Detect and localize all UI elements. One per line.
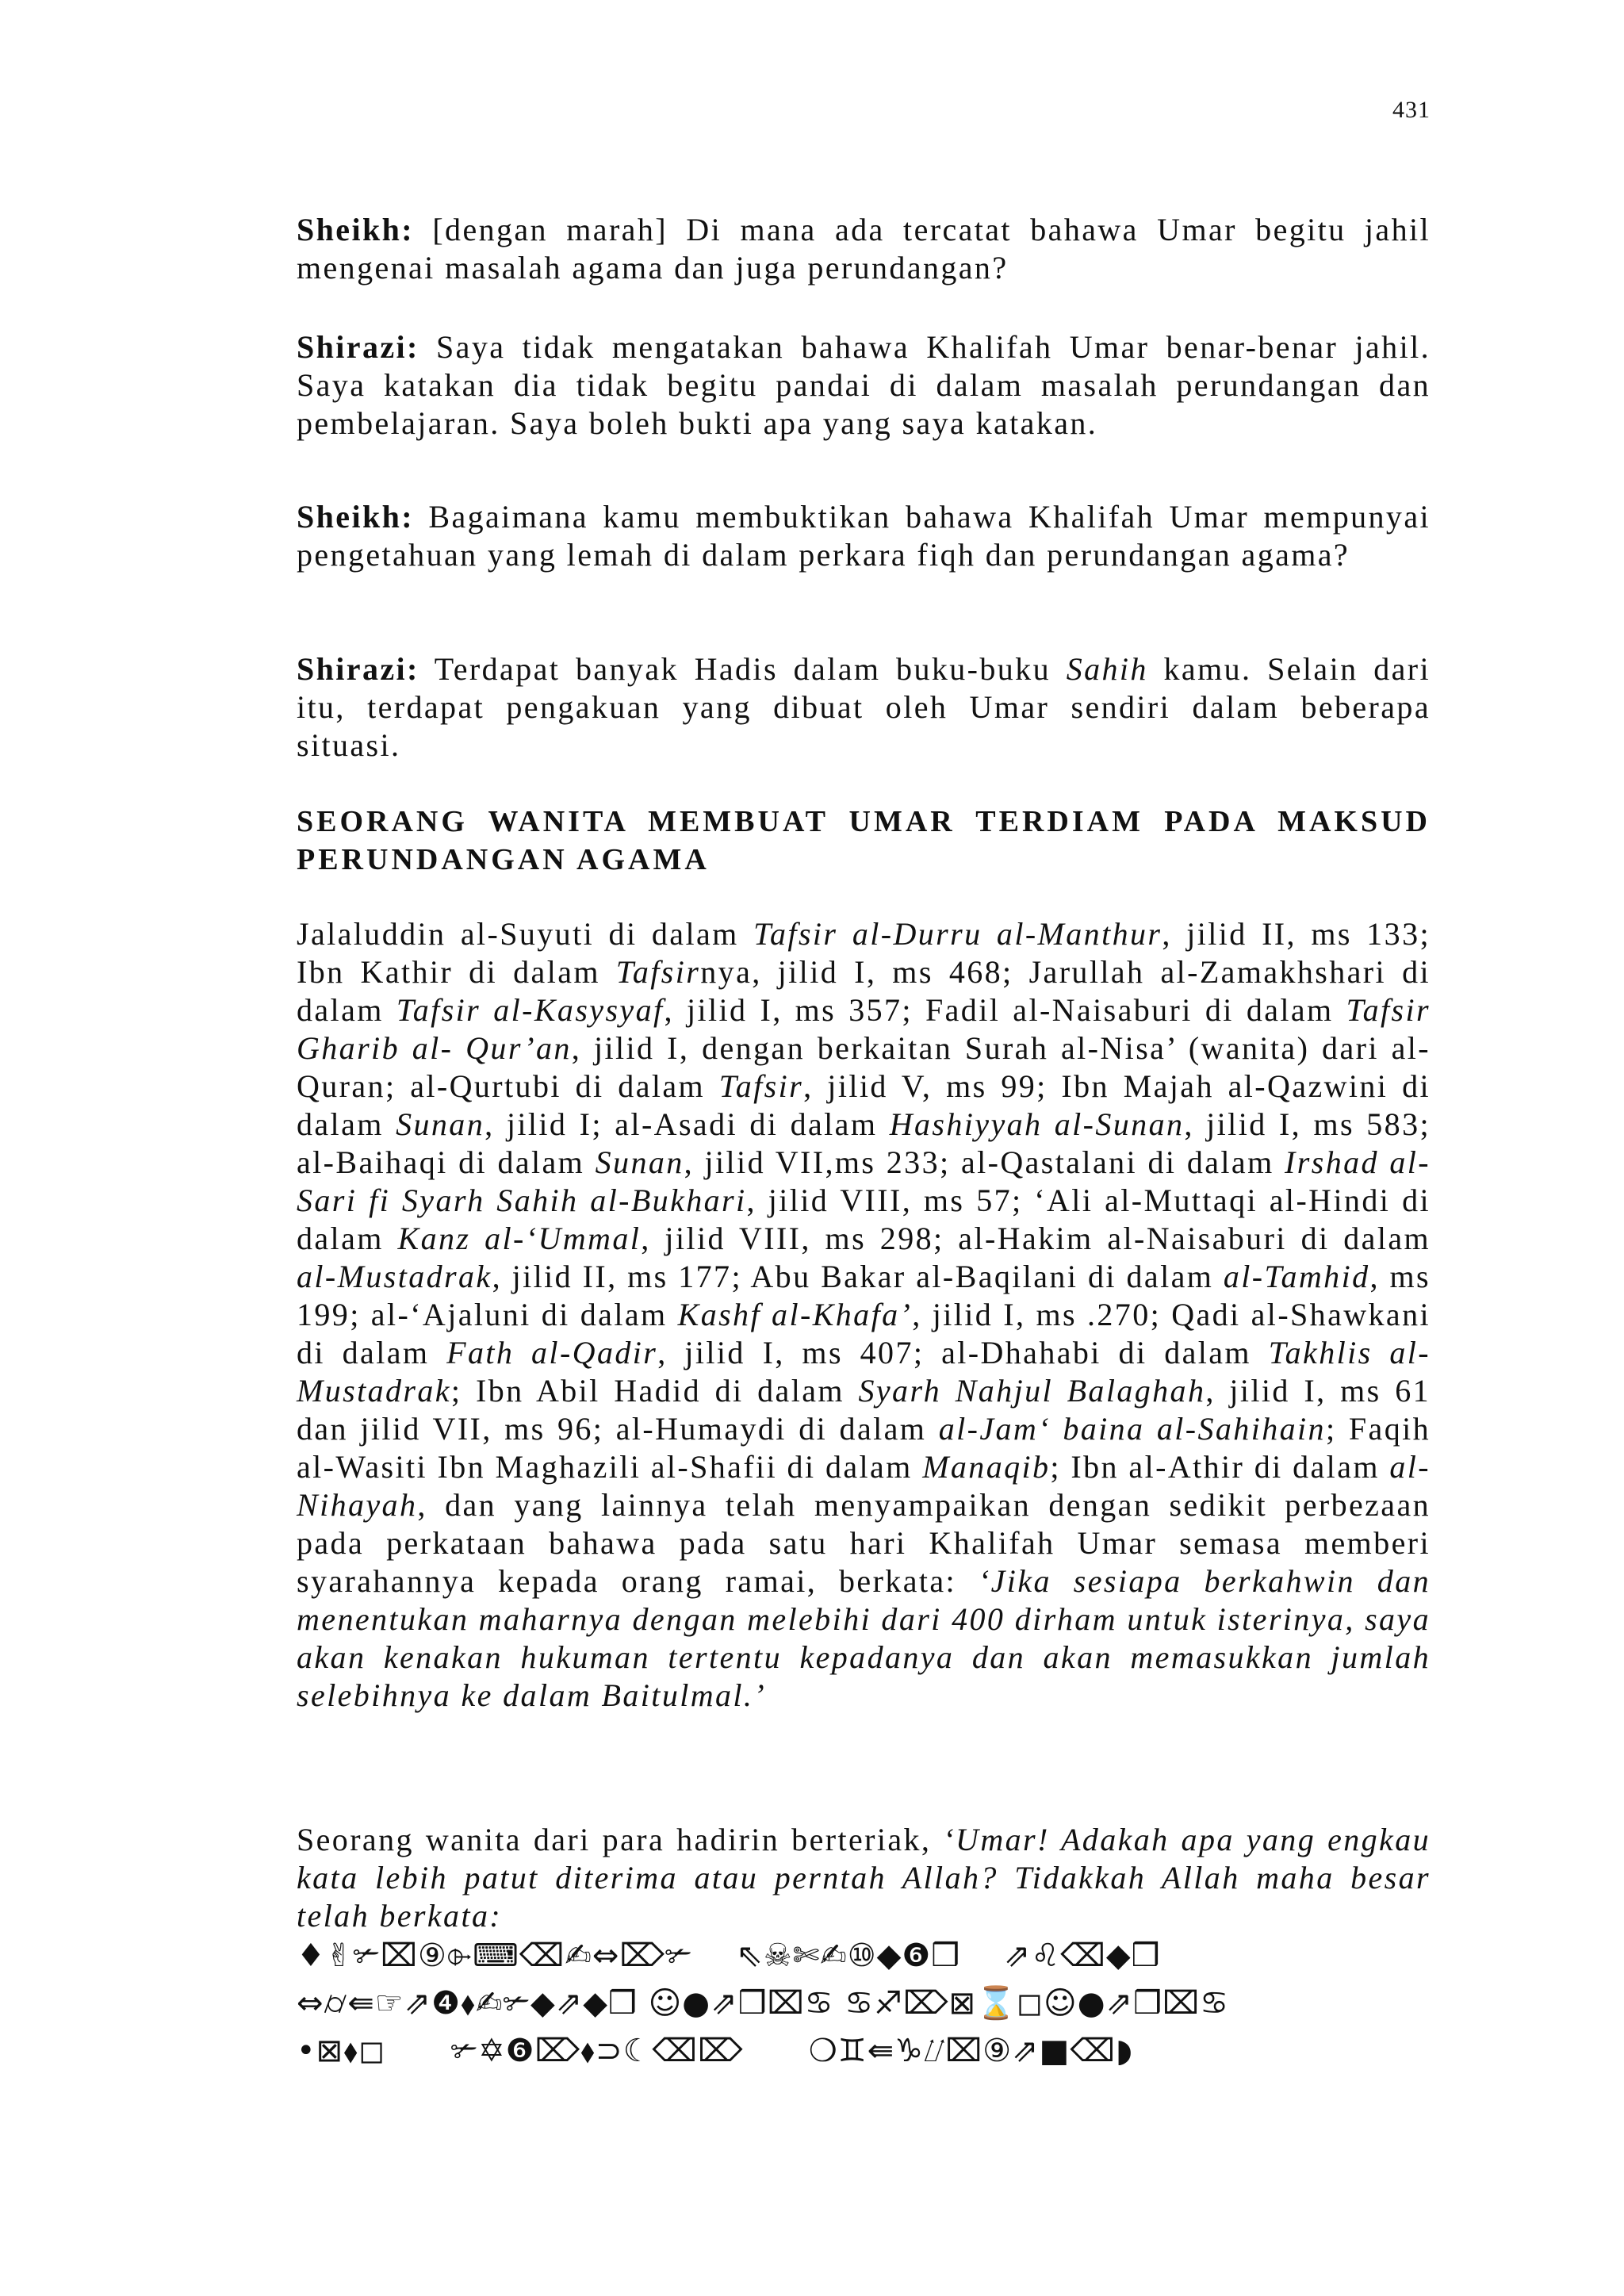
reference-text: , jilid I; al-Asadi di dalam (485, 1106, 890, 1142)
reference-text: , jilid I, ms 407; al-Dhahabi di dalam (657, 1335, 1269, 1370)
section-heading: SEORANG WANITA MEMBUAT UMAR TERDIAM PADA MAKSUD PERUNDANGAN AGAMA (297, 805, 1431, 876)
reference-text: nya, jilid I, ms 468; Jarullah al-Zamakhshari di dalam (297, 954, 1431, 1028)
reference-title: al-Jam‘ baina al-Sahihain (938, 1411, 1326, 1447)
reference-title: Sunan (396, 1106, 485, 1142)
reference-text: , dan yang lainnya telah menyampaikan dengan sedikit perbezaan pada perkataan bahawa pada satu hari Khalifah Umar semasa memberi syarahannya kepada orang ramai, berkata: (297, 1487, 1431, 1599)
reference-title: Hashiyyah al-Sunan (889, 1106, 1185, 1142)
reference-text: ; Ibn Abil Hadid di dalam (450, 1373, 859, 1409)
reference-title: al-Mustadrak (297, 1259, 492, 1294)
reference-title: Sunan (595, 1144, 684, 1180)
closing-paragraph (297, 1821, 1431, 1935)
reference-text: , jilid I, ms 583; al-Baihaqi di dalam (297, 1106, 1431, 1180)
dialogue-sheikh-1 (297, 211, 1431, 287)
dialogue-shirazi-1 (297, 328, 1431, 443)
speaker-label: Sheikh: (297, 212, 414, 247)
speaker-label: Shirazi: (297, 329, 419, 365)
reference-text: , jilid I, dengan berkaitan Surah al-Nisa’ (wanita) dari al-Quran; al-Qurtubi di dalam (297, 1030, 1431, 1104)
reference-text: , jilid VIII, ms 298; al-Hakim al-Naisaburi di dalam (641, 1221, 1431, 1256)
dialogue-text: Saya tidak mengatakan bahawa Khalifah Umar benar-benar jahil. Saya katakan dia tidak begitu pandai di dalam masalah perundangan dan pembelajaran. Saya boleh bukti apa yang saya katakan. (297, 329, 1431, 441)
reference-text: , jilid I, ms .270; Qadi al-Shawkani di dalam (297, 1297, 1431, 1370)
dialogue-text: kamu. Selain dari itu, terdapat pengakuan yang dibuat oleh Umar sendiri dalam beberapa situasi. (297, 651, 1431, 763)
quranic-verse-glyph-line-1: ♦✌✃⌧⑨⌱⌨⌫✍⇔⌦✃ ⇖☠✄✍⑩◆❻❒ ⇗♌⌫◆❒ (297, 1938, 1161, 1974)
closing-quote: ‘Umar! Adakah apa yang engkau kata lebih patut diterima atau perntah Allah? Tidakkah Allah maha besar telah berkata: (297, 1822, 1431, 1934)
reference-text: , jilid VIII, ms 57; ‘Ali al-Muttaqi al-Hindi di dalam (297, 1182, 1431, 1256)
reference-text: , jilid I, ms 357; Fadil al-Naisaburi di dalam (664, 992, 1346, 1028)
reference-title: al-Tamhid (1223, 1259, 1370, 1294)
dialogue-text: [dengan marah] Di mana ada tercatat bahawa Umar begitu jahil mengenai masalah agama dan juga perundangan? (297, 212, 1431, 286)
reference-title: Tafsir (615, 954, 701, 990)
reference-text: , jilid II, ms 177; Abu Bakar al-Baqilani di dalam (492, 1259, 1224, 1294)
reference-text: , jilid V, ms 99; Ibn Majah al-Qazwini di dalam (297, 1068, 1431, 1142)
reference-title: Tafsir al-Durru al-Manthur (753, 916, 1162, 952)
dialogue-text: Terdapat banyak Hadis dalam buku-buku (419, 651, 1067, 687)
closing-text: Seorang wanita dari para hadirin berteriak, (297, 1822, 944, 1857)
quranic-verse-glyph-line-2: ⇔⌭⇚☞⇗❹⬧✍✃◆⇗◆❒ ☺●⇗❒⌧♋ ♋♐⌦⊠⌛◻☺●⇗❒⌧♋ (297, 1985, 1229, 2022)
reference-title: Fath al-Qadir (446, 1335, 658, 1370)
reference-text: Jalaluddin al-Suyuti di dalam (297, 916, 754, 952)
speaker-label: Sheikh: (297, 499, 414, 535)
quranic-verse-glyph-line-3: •⊠⬧◻ ✃✡❻⌦⬧⊃☾⌫⌦ ❍♊⇚♑⌰⌧⑨⇗■⌫◗ (297, 2033, 1133, 2069)
reference-text: , jilid I, ms 61 dan jilid VII, ms 96; al-Humaydi di dalam (297, 1373, 1431, 1447)
reference-title: Kanz al-‘Ummal (397, 1221, 642, 1256)
reference-title: Irshad al-Sari fi Syarh Sahih al-Bukhari (297, 1144, 1431, 1218)
page-number: 431 (1392, 97, 1431, 123)
reference-title: Tafsir (718, 1068, 804, 1104)
references-paragraph (297, 915, 1431, 1715)
speaker-label: Shirazi: (297, 651, 419, 687)
dialogue-sheikh-2 (297, 498, 1431, 574)
reference-text: ; Faqih al-Wasiti Ibn Maghazili al-Shafii di dalam (297, 1411, 1431, 1485)
reference-text: , ms 199; al-‘Ajaluni di dalam (297, 1259, 1431, 1332)
book-title: Sahih (1066, 651, 1148, 687)
reference-text: , jilid II, ms 133; Ibn Kathir di dalam (297, 916, 1431, 990)
reference-text: ; Ibn al-Athir di dalam (1050, 1449, 1390, 1485)
reference-title: al-Nihayah (297, 1449, 1431, 1523)
reference-title: Tafsir al-Kasysyaf (396, 992, 665, 1028)
dialogue-shirazi-2 (297, 650, 1431, 765)
reference-title: ‘Jika sesiapa berkahwin dan menentukan maharnya dengan melebihi dari 400 dirham untuk isterinya, saya akan kenakan hukuman tertentu kepadanya dan akan memasukkan jumlah selebihnya ke dalam Baitulmal.’ (297, 1563, 1431, 1713)
reference-text: , jilid VII,ms 233; al-Qastalani di dalam (684, 1144, 1285, 1180)
reference-title: Syarh Nahjul Balaghah (858, 1373, 1206, 1409)
reference-title: Takhlis al-Mustadrak (297, 1335, 1431, 1409)
reference-title: Manaqib (922, 1449, 1051, 1485)
reference-title: Tafsir Gharib al- Qur’an (297, 992, 1431, 1066)
dialogue-text: Bagaimana kamu membuktikan bahawa Khalifah Umar mempunyai pengetahuan yang lemah di dalam perkara fiqh dan perundangan agama? (297, 499, 1431, 573)
reference-title: Kashf al-Khafa’ (677, 1297, 913, 1332)
